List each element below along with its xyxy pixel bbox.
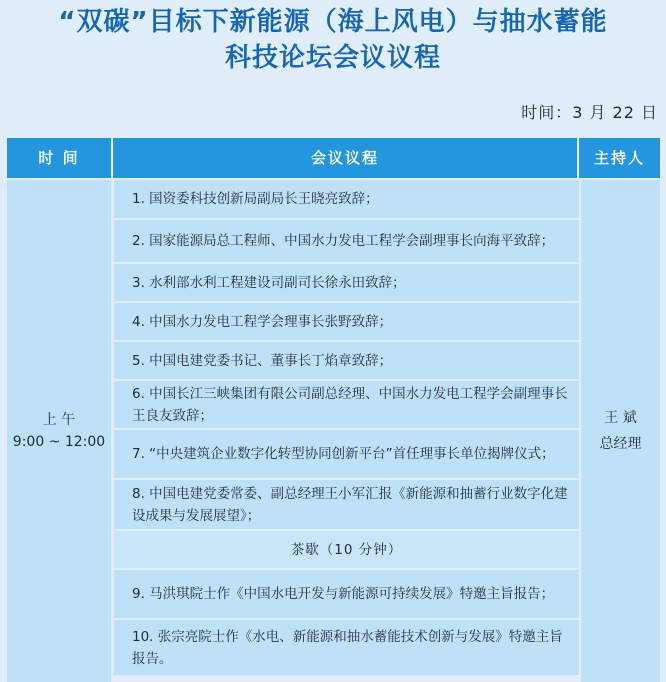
agenda-item: 3. 水利部水利工程建设司副司长徐永田致辞；: [114, 264, 579, 301]
host-name: 王 斌: [604, 410, 637, 426]
title-line-2: 科技论坛会议议程: [224, 43, 441, 73]
agenda-item: 2. 国家能源局总工程师、中国水力发电工程学会副理事长向海平致辞；: [114, 220, 579, 262]
header-host: 主持人: [579, 138, 660, 178]
host-title: 总经理: [599, 436, 642, 452]
title-line-1: “双碳”目标下新能源（海上风电）与抽水蓄能: [58, 7, 608, 37]
agenda-item: 6. 中国长江三峡集团有限公司副总经理、中国水力发电工程学会副理事长王良友致辞；: [114, 381, 579, 428]
agenda-item: 1. 国资委科技创新局副局长王晓亮致辞；: [114, 180, 579, 218]
header-agenda: 会议议程: [113, 138, 579, 178]
agenda-item: 4. 中国水力发电工程学会理事长张野致辞；: [114, 303, 579, 340]
agenda-item: 10. 张宗亮院士作《水电、新能源和抽水蓄能技术创新与发展》特邀主旨报告。: [114, 620, 579, 675]
meeting-date: 时间：3 月 22 日: [521, 103, 658, 122]
session-label: 上 午: [42, 412, 76, 428]
agenda-item: 8. 中国电建党委常委、副总经理王小军汇报《新能源和抽蓄行业数字化建设成果与发展展望》；: [114, 480, 579, 529]
page-title: [0, 4, 666, 76]
session-time-cell: [7, 180, 111, 682]
agenda-item: 9. 马洪琪院士作《中国水电开发与新能源可持续发展》特邀主旨报告；: [114, 570, 579, 618]
tea-break-row: 茶歇（10 分钟）: [114, 531, 579, 568]
session-range: 9:00 ~ 12:00: [12, 434, 106, 450]
agenda-table: [7, 138, 660, 682]
agenda-item: 5. 中国电建党委书记、董事长丁焰章致辞；: [114, 342, 579, 379]
header-time: 时 间: [7, 138, 113, 178]
agenda-item: 7. “中央建筑企业数字化转型协同创新平台”首任理事长单位揭牌仪式；: [114, 430, 579, 478]
host-cell: [581, 180, 660, 682]
